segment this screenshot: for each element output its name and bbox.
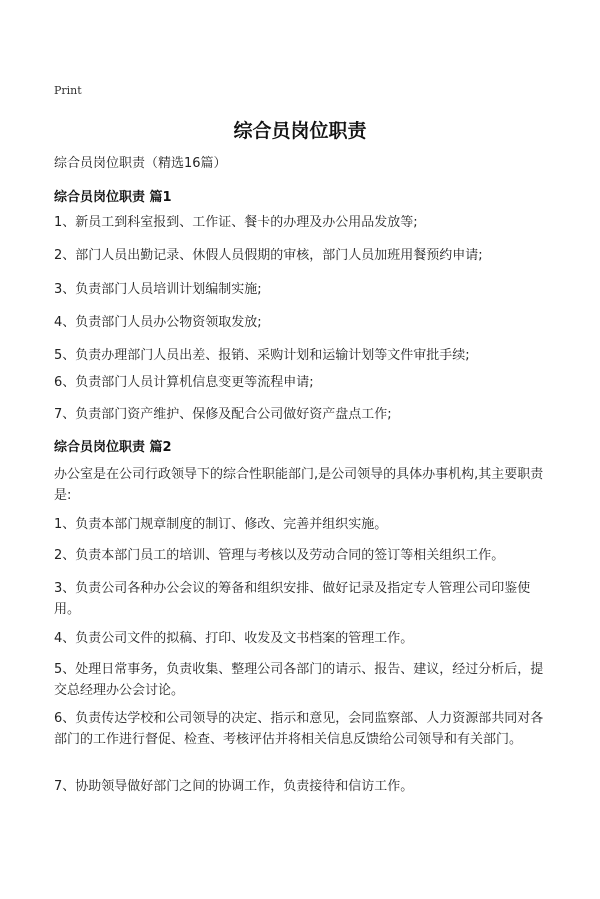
section-2-item-6: 6、负责传达学校和公司领导的决定、指示和意见，会同监察部、人力资源部共同对各部门的工作进行督促、检查、考核评估并将相关信息反馈给公司领导和有关部门。 xyxy=(54,711,544,747)
section-1-item-4: 4、负责部门人员办公物资领取发放; xyxy=(54,315,262,330)
section-2-heading: 综合员岗位职责 篇2 xyxy=(54,440,172,455)
section-1-item-1: 1、新员工到科室报到、工作证、餐卡的办理及办公用品发放等; xyxy=(54,215,418,230)
section-2-intro: 办公室是在公司行政领导下的综合性职能部门,是公司领导的具体办事机构,其主要职责是: xyxy=(54,467,544,503)
section-1-item-3: 3、负责部门人员培训计划编制实施; xyxy=(54,282,262,297)
section-1-heading: 综合员岗位职责 篇1 xyxy=(54,190,172,205)
section-1-item-6: 6、负责部门人员计算机信息变更等流程申请; xyxy=(54,375,314,390)
section-1-item-2: 2、部门人员出勤记录、休假人员假期的审核，部门人员加班用餐预约申请; xyxy=(54,248,483,263)
document-title: 综合员岗位职责 xyxy=(233,120,367,142)
section-2-item-1: 1、负责本部门规章制度的制订、修改、完善并组织实施。 xyxy=(54,517,388,532)
section-2-item-5: 5、处理日常事务，负责收集、整理公司各部门的请示、报告、建议，经过分析后，提交总经理办公会讨论。 xyxy=(54,662,544,698)
section-1-item-5: 5、负责办理部门人员出差、报销、采购计划和运输计划等文件审批手续; xyxy=(54,348,470,363)
print-label: Print xyxy=(54,84,82,97)
section-2-item-7: 7、协助领导做好部门之间的协调工作，负责接待和信访工作。 xyxy=(54,779,414,794)
document-subtitle: 综合员岗位职责（精选16篇） xyxy=(54,156,227,171)
section-2-item-3: 3、负责公司各种办公会议的筹备和组织安排、做好记录及指定专人管理公司印鉴使用。 xyxy=(54,581,531,617)
section-2-item-4: 4、负责公司文件的拟稿、打印、收发及文书档案的管理工作。 xyxy=(54,631,414,646)
section-2-item-2: 2、负责本部门员工的培训、管理与考核以及劳动合同的签订等相关组织工作。 xyxy=(54,548,505,563)
section-1-item-7: 7、负责部门资产维护、保修及配合公司做好资产盘点工作; xyxy=(54,407,392,422)
